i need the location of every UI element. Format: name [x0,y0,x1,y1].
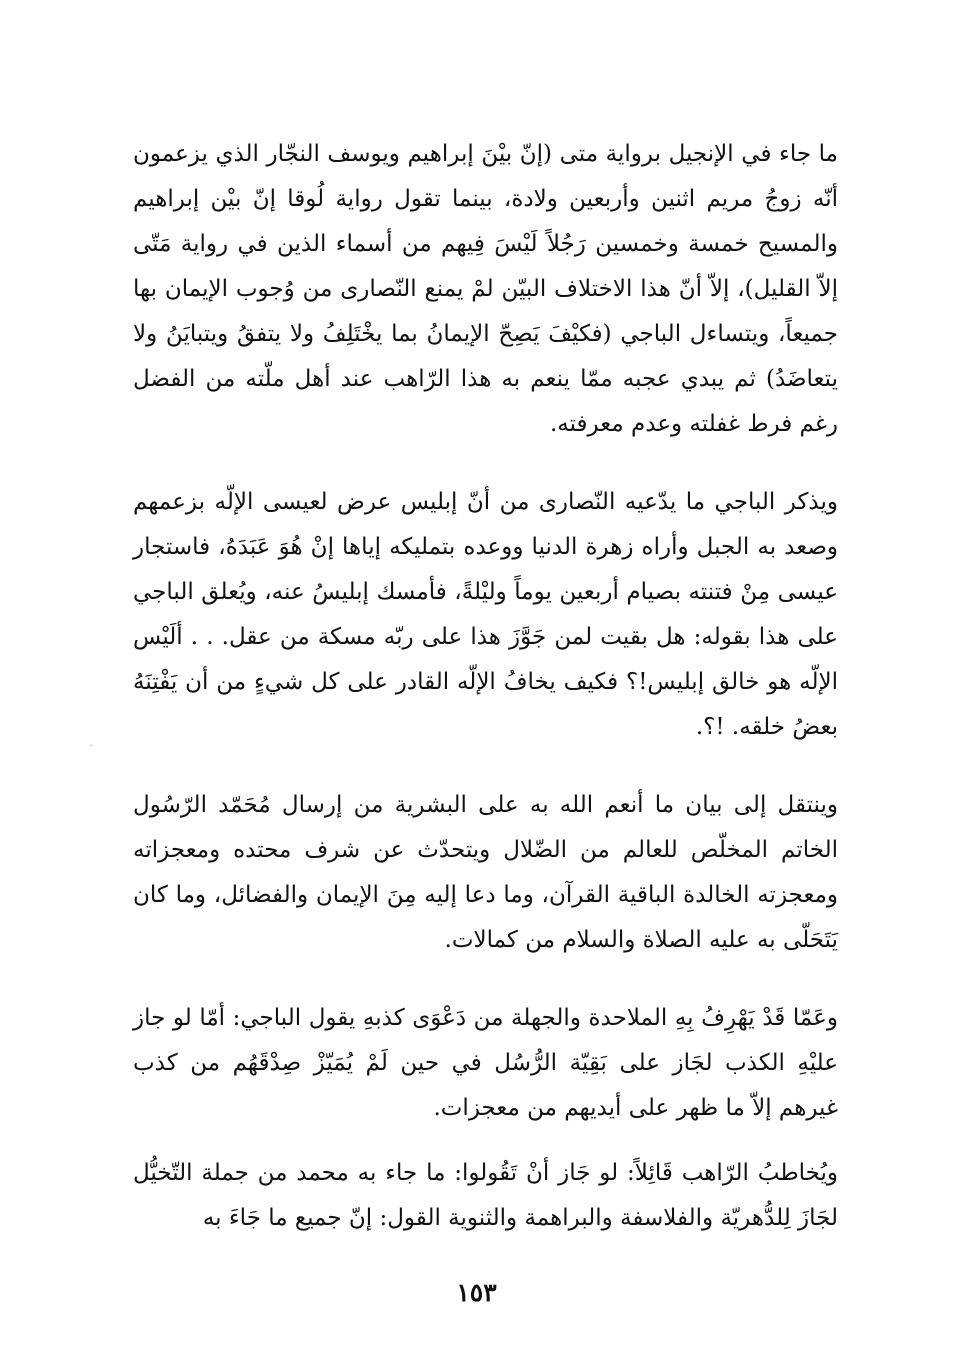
page-number: ١٥٣ [456,1278,497,1307]
paragraph-2: ويذكر الباجي ما يدّعيه النّصارى من أنّ إبليس عرض لعيسى الإلّه بزعمهم وصعد به الجبل وأراه زهرة الدنيا ووعده بتمليكه إياها إنْ هُوَ عَبَدَهُ، فاستجار عيسى مِنْ فتنته بصيام أربعين يوماً وليْلةً، فأمسك إبليسُ عنه، ويُعلق الباجي على هذا بقوله: هل بقيت لمن جَوَّزَ هذا على ربّه مسكة من عقل. . . ألَيْس الإلّه هو خالق إبليس!؟ فكيف يخافُ الإلّه القادر على كل شيءٍ من أن يَفْتِنَهُ بعضُ خلقه. !؟. [133,489,838,740]
paragraph-4: وعَمّا قَدْ يَهْرِفُ بِهِ الملاحدة والجهلة من دَعْوَى كذبهِ يقول الباجي: أمّا لو جاز عليْهِ الكذب لجَاز على بَقِيّة الرُّسُل في حين لَمْ يُمَيّزْ صِدْقَهُم من كذب غيرهم إلاّ ما ظهر على أيديهم من معجزات. [133,1005,838,1121]
paragraph-1: ما جاء في الإنجيل برواية متى (إنّ بيْنَ إبراهيم ويوسف النجّار الذي يزعمون أنّه زوجُ مريم اثنين وأربعين ولادة، بينما تقول رواية لُوقا إنّ بيْن إبراهيم والمسيح خمسة وخمسين رَجُلاً لَيْسَ فِيهم من أسماء الذين في رواية مَتّى إلاّ القليل)، إلاّ أنّ هذا الاختلاف البيّن لمْ يمنع النّصارى من وُجوب الإيمان بها جميعاً، ويتساءل الباجي (فكيْفَ يَصِحّ الإيمانُ بما يخْتَلِفُ ولا يتفقُ ويتبايَنُ ولا يتعاضَدُ) ثم يبدي عجبه ممّا ينعم به هذا الرّاهب عند أهل ملّته من الفضل رغم فرط غفلته وعدم معرفته. [133,141,838,437]
scan-speck: · [89,741,93,752]
paragraph-5: ويُخاطبُ الرّاهب قَائِلاً: لو جَاز أنْ تَقُولوا: ما جاء به محمد من جملة التّخيُّل لجَازَ لِلدُّهريّة والفلاسفة والبراهمة والثنوية القول: إنّ جميع ما جَاءَ به [133,1160,838,1231]
paragraph-3: وينتقل إلى بيان ما أنعم الله به على البشرية من إرسال مُحَمّد الرّسُول الخاتم المخلّص للعالم من الضّلال ويتحدّث عن شرف محتده ومعجزاته ومعجزته الخالدة الباقية القرآن، وما دعا إليه مِنَ الإيمان والفضائل، وما كان يَتَحَلّى به عليه الصلاة والسلام من كمالات. [133,792,838,953]
body-text [133,132,838,1241]
